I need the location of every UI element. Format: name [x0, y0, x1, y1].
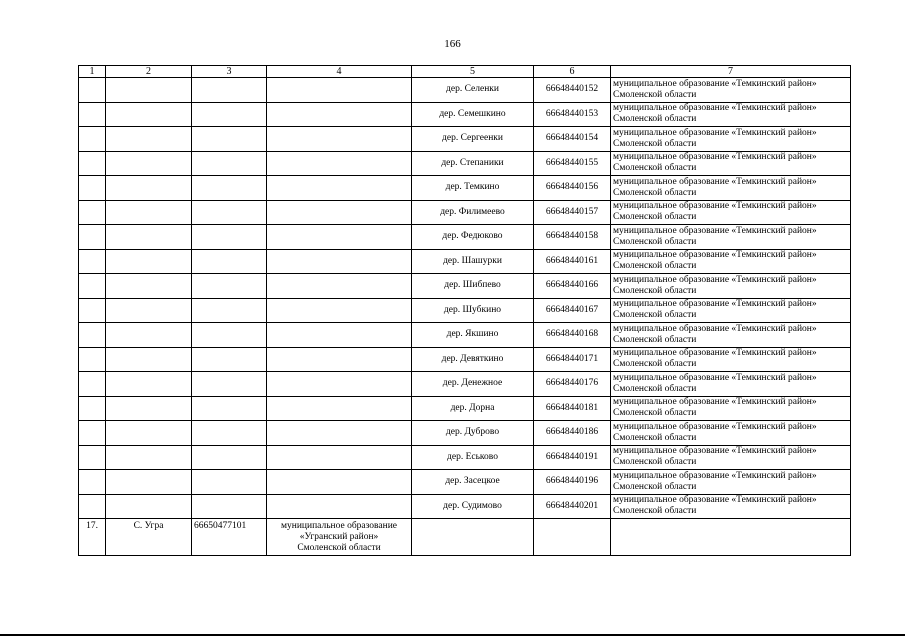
municipality-region-line: Смоленской области	[613, 506, 697, 517]
municipality-region-line: Смоленской области	[613, 481, 697, 492]
empty-cell	[79, 396, 106, 421]
municipality-cell	[611, 102, 851, 127]
municipality-cell	[611, 421, 851, 446]
table-row	[79, 494, 851, 519]
municipality-line: муниципальное образование «Темкинский район»	[613, 225, 817, 236]
table-row	[79, 225, 851, 250]
municipality-cell	[611, 347, 851, 372]
settlement-name: дер. Дорна	[412, 396, 534, 421]
municipality-cell	[611, 298, 851, 323]
empty-cell	[412, 519, 534, 556]
table-row	[79, 151, 851, 176]
empty-cell	[106, 127, 192, 152]
empty-cell	[192, 127, 267, 152]
municipality-region-line: Смоленской области	[613, 212, 697, 223]
empty-cell	[106, 494, 192, 519]
empty-cell	[192, 78, 267, 103]
empty-cell	[106, 298, 192, 323]
empty-cell	[267, 372, 412, 397]
empty-cell	[192, 421, 267, 446]
settlement-code: 66648440158	[534, 225, 611, 250]
entry-district-line: Смоленской области	[297, 543, 381, 553]
empty-cell	[192, 176, 267, 201]
empty-cell	[267, 274, 412, 299]
table-row	[79, 249, 851, 274]
empty-cell	[192, 298, 267, 323]
municipality-region-line: Смоленской области	[613, 310, 697, 321]
empty-cell	[106, 200, 192, 225]
empty-cell	[79, 127, 106, 152]
settlement-code: 66648440156	[534, 176, 611, 201]
empty-cell	[192, 102, 267, 127]
empty-cell	[79, 274, 106, 299]
empty-cell	[79, 445, 106, 470]
empty-cell	[106, 176, 192, 201]
empty-cell	[79, 200, 106, 225]
empty-cell	[106, 78, 192, 103]
municipality-region-line: Смоленской области	[613, 457, 697, 468]
settlement-code: 66648440171	[534, 347, 611, 372]
municipality-region-line: Смоленской области	[613, 138, 697, 149]
municipality-region-line: Смоленской области	[613, 236, 697, 247]
settlement-name: дер. Степаники	[412, 151, 534, 176]
page-number: 166	[444, 38, 461, 50]
empty-cell	[79, 249, 106, 274]
municipality-region-line: Смоленской области	[613, 114, 697, 125]
empty-cell	[106, 372, 192, 397]
empty-cell	[611, 519, 851, 556]
empty-cell	[267, 200, 412, 225]
column-header: 6	[534, 66, 611, 78]
empty-cell	[79, 421, 106, 446]
empty-cell	[192, 274, 267, 299]
table-row	[79, 470, 851, 495]
table-row	[79, 78, 851, 103]
settlement-name: дер. Засецкое	[412, 470, 534, 495]
municipality-line: муниципальное образование «Темкинский район»	[613, 127, 817, 138]
empty-cell	[192, 323, 267, 348]
empty-cell	[192, 470, 267, 495]
empty-cell	[267, 470, 412, 495]
municipality-line: муниципальное образование «Темкинский район»	[613, 397, 817, 408]
empty-cell	[267, 445, 412, 470]
settlement-code: 66648440166	[534, 274, 611, 299]
municipality-line: муниципальное образование «Темкинский район»	[613, 299, 817, 310]
settlement-code: 66648440181	[534, 396, 611, 421]
registry-table	[78, 65, 851, 556]
municipality-line: муниципальное образование «Темкинский район»	[613, 274, 817, 285]
column-header: 1	[79, 66, 106, 78]
municipality-cell	[611, 127, 851, 152]
table-row	[79, 421, 851, 446]
empty-cell	[267, 127, 412, 152]
settlement-name: дер. Девяткино	[412, 347, 534, 372]
empty-cell	[106, 151, 192, 176]
municipality-region-line: Смоленской области	[613, 408, 697, 419]
table-row	[79, 200, 851, 225]
settlement-name: дер. Семешкино	[412, 102, 534, 127]
empty-cell	[192, 347, 267, 372]
column-header: 3	[192, 66, 267, 78]
settlement-code: 66648440152	[534, 78, 611, 103]
empty-cell	[106, 274, 192, 299]
column-header: 5	[412, 66, 534, 78]
empty-cell	[192, 249, 267, 274]
municipality-line: муниципальное образование «Темкинский район»	[613, 421, 817, 432]
settlement-code: 66648440186	[534, 421, 611, 446]
settlement-name: дер. Денежное	[412, 372, 534, 397]
municipality-region-line: Смоленской области	[613, 334, 697, 345]
settlement-code: 66648440167	[534, 298, 611, 323]
empty-cell	[192, 445, 267, 470]
empty-cell	[267, 78, 412, 103]
municipality-cell	[611, 249, 851, 274]
empty-cell	[192, 494, 267, 519]
empty-cell	[106, 445, 192, 470]
settlement-name: дер. Якшино	[412, 323, 534, 348]
entry-district	[267, 519, 412, 556]
settlement-name: дер. Селенки	[412, 78, 534, 103]
empty-cell	[267, 298, 412, 323]
municipality-line: муниципальное образование «Темкинский район»	[613, 323, 817, 334]
municipality-cell	[611, 151, 851, 176]
municipality-line: муниципальное образование «Темкинский район»	[613, 348, 817, 359]
municipality-region-line: Смоленской области	[613, 383, 697, 394]
settlement-code: 66648440153	[534, 102, 611, 127]
municipality-region-line: Смоленской области	[613, 432, 697, 443]
column-header: 7	[611, 66, 851, 78]
municipality-region-line: Смоленской области	[613, 359, 697, 370]
table-row	[79, 127, 851, 152]
empty-cell	[106, 323, 192, 348]
column-header: 2	[106, 66, 192, 78]
empty-cell	[79, 347, 106, 372]
settlement-name: дер. Федюково	[412, 225, 534, 250]
municipality-cell	[611, 323, 851, 348]
settlement-code: 66648440196	[534, 470, 611, 495]
empty-cell	[534, 519, 611, 556]
empty-cell	[192, 372, 267, 397]
empty-cell	[267, 225, 412, 250]
municipality-line: муниципальное образование «Темкинский район»	[613, 78, 817, 89]
municipality-cell	[611, 445, 851, 470]
municipality-region-line: Смоленской области	[613, 285, 697, 296]
entry-district-line: муниципальное образование	[280, 521, 398, 531]
settlement-code: 66648440191	[534, 445, 611, 470]
settlement-code: 66648440168	[534, 323, 611, 348]
municipality-region-line: Смоленской области	[613, 187, 697, 198]
empty-cell	[79, 151, 106, 176]
empty-cell	[79, 225, 106, 250]
table-row	[79, 347, 851, 372]
table-row	[79, 102, 851, 127]
settlement-code: 66648440176	[534, 372, 611, 397]
table-row	[79, 372, 851, 397]
empty-cell	[106, 225, 192, 250]
empty-cell	[267, 396, 412, 421]
column-header: 4	[267, 66, 412, 78]
empty-cell	[267, 151, 412, 176]
entry-district-line: «Угранский район»	[299, 532, 379, 542]
municipality-cell	[611, 396, 851, 421]
empty-cell	[106, 249, 192, 274]
empty-cell	[106, 347, 192, 372]
table-row	[79, 396, 851, 421]
empty-cell	[106, 396, 192, 421]
table-row	[79, 445, 851, 470]
entry-name: С. Угра	[106, 519, 192, 556]
settlement-name: дер. Темкино	[412, 176, 534, 201]
municipality-line: муниципальное образование «Темкинский район»	[613, 495, 817, 506]
empty-cell	[79, 78, 106, 103]
municipality-line: муниципальное образование «Темкинский район»	[613, 372, 817, 383]
empty-cell	[192, 225, 267, 250]
empty-cell	[192, 396, 267, 421]
settlement-code: 66648440201	[534, 494, 611, 519]
municipality-line: муниципальное образование «Темкинский район»	[613, 250, 817, 261]
empty-cell	[267, 323, 412, 348]
municipality-line: муниципальное образование «Темкинский район»	[613, 201, 817, 212]
municipality-line: муниципальное образование «Темкинский район»	[613, 176, 817, 187]
settlement-code: 66648440155	[534, 151, 611, 176]
settlement-code: 66648440157	[534, 200, 611, 225]
page-bottom-edge	[0, 634, 905, 636]
settlement-name: дер. Шибпево	[412, 274, 534, 299]
table-body	[79, 78, 851, 556]
empty-cell	[79, 323, 106, 348]
table-row-entry	[79, 519, 851, 556]
empty-cell	[192, 200, 267, 225]
empty-cell	[267, 494, 412, 519]
table-row	[79, 176, 851, 201]
municipality-cell	[611, 200, 851, 225]
settlement-name: дер. Шашурки	[412, 249, 534, 274]
empty-cell	[267, 176, 412, 201]
empty-cell	[267, 421, 412, 446]
empty-cell	[79, 298, 106, 323]
municipality-line: муниципальное образование «Темкинский район»	[613, 152, 817, 163]
table-row	[79, 323, 851, 348]
municipality-cell	[611, 494, 851, 519]
municipality-line: муниципальное образование «Темкинский район»	[613, 446, 817, 457]
empty-cell	[79, 372, 106, 397]
municipality-region-line: Смоленской области	[613, 89, 697, 100]
settlement-code: 66648440154	[534, 127, 611, 152]
municipality-cell	[611, 225, 851, 250]
column-number-header	[79, 66, 851, 78]
municipality-line: муниципальное образование «Темкинский район»	[613, 470, 817, 481]
settlement-name: дер. Филимеево	[412, 200, 534, 225]
settlement-name: дер. Дуброво	[412, 421, 534, 446]
empty-cell	[106, 470, 192, 495]
entry-code: 66650477101	[192, 519, 267, 556]
empty-cell	[267, 249, 412, 274]
settlement-name: дер. Судимово	[412, 494, 534, 519]
settlement-name: дер. Сергеенки	[412, 127, 534, 152]
empty-cell	[106, 102, 192, 127]
municipality-cell	[611, 274, 851, 299]
empty-cell	[267, 347, 412, 372]
municipality-region-line: Смоленской области	[613, 261, 697, 272]
municipality-cell	[611, 78, 851, 103]
empty-cell	[192, 151, 267, 176]
entry-number: 17.	[79, 519, 106, 556]
empty-cell	[106, 421, 192, 446]
municipality-cell	[611, 372, 851, 397]
empty-cell	[79, 470, 106, 495]
settlement-name: дер. Шубкино	[412, 298, 534, 323]
empty-cell	[79, 494, 106, 519]
settlement-name: дер. Еськово	[412, 445, 534, 470]
municipality-line: муниципальное образование «Темкинский район»	[613, 103, 817, 114]
municipality-region-line: Смоленской области	[613, 163, 697, 174]
empty-cell	[267, 102, 412, 127]
settlement-code: 66648440161	[534, 249, 611, 274]
municipality-cell	[611, 470, 851, 495]
municipality-cell	[611, 176, 851, 201]
empty-cell	[79, 102, 106, 127]
table-row	[79, 298, 851, 323]
table-row	[79, 274, 851, 299]
empty-cell	[79, 176, 106, 201]
